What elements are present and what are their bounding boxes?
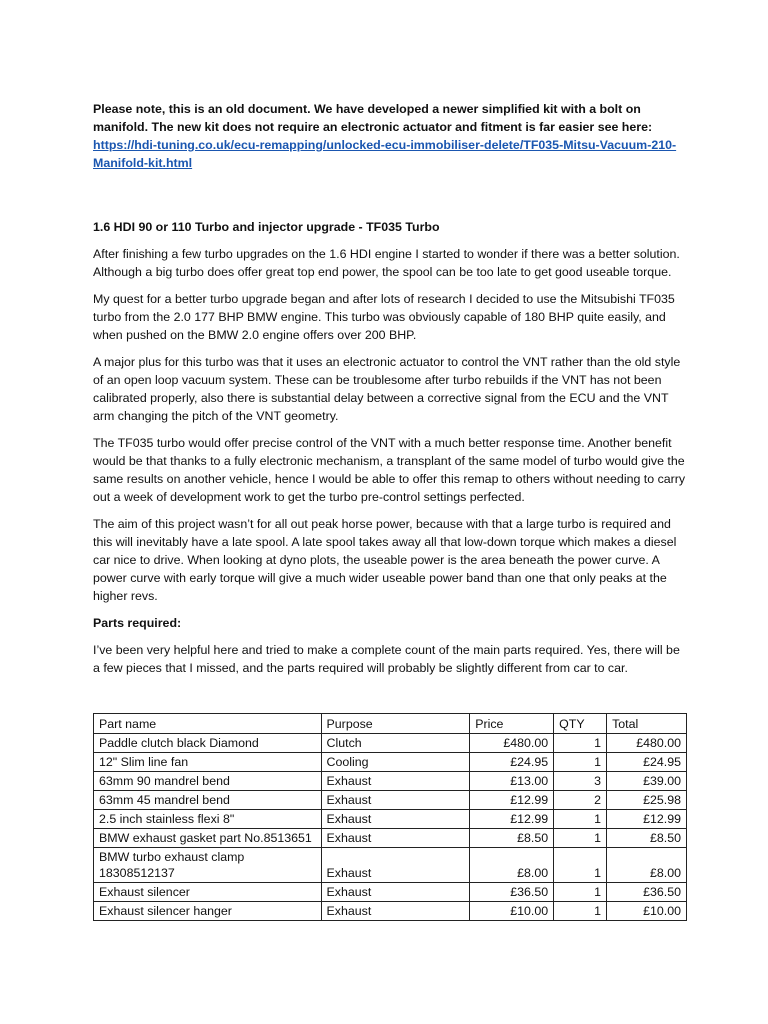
table-row	[94, 829, 687, 848]
cell-total: £8.00	[607, 848, 687, 883]
cell-part-name: BMW exhaust gasket part No.8513651	[94, 829, 322, 848]
cell-part-name: Exhaust silencer	[94, 883, 322, 902]
paragraph-actuator: A major plus for this turbo was that it uses an electronic actuator to control the VNT rather than the old style of an open loop vacuum system. These can be troublesome after turbo rebuilds if the VNT has not been calibrated properly, also there is substantial delay between a corrective signal from the ECU and the VNT arm changing the pitch of the VNT geometry.	[93, 355, 681, 423]
document-page	[93, 100, 688, 677]
header-purpose: Purpose	[321, 714, 470, 734]
table-row	[94, 734, 687, 753]
cell-total: £24.95	[607, 753, 687, 772]
cell-purpose: Exhaust	[321, 791, 470, 810]
table-row	[94, 791, 687, 810]
cell-purpose: Cooling	[321, 753, 470, 772]
table-row	[94, 810, 687, 829]
cell-part-name: Paddle clutch black Diamond	[94, 734, 322, 753]
parts-intro: I’ve been very helpful here and tried to make a complete count of the main parts required. Yes, there will be a few pieces that I missed, and the parts required will probably be slightly different from car to car.	[93, 643, 680, 675]
header-price: Price	[470, 714, 554, 734]
table-row	[94, 902, 687, 921]
paragraph-intro: After finishing a few turbo upgrades on the 1.6 HDI engine I started to wonder if there was a better solution. Although a big turbo does offer great top end power, the spool can be too late to get good useable torque.	[93, 247, 680, 279]
table-row	[94, 772, 687, 791]
header-part-name: Part name	[94, 714, 322, 734]
cell-qty: 1	[554, 902, 607, 921]
notice-text: Please note, this is an old document. We have developed a newer simplified kit with a bolt on manifold. The new kit does not require an electronic actuator and fitment is far easier see here:	[93, 102, 653, 134]
cell-qty: 1	[554, 810, 607, 829]
cell-total: £39.00	[607, 772, 687, 791]
cell-part-name: 12" Slim line fan	[94, 753, 322, 772]
cell-total: £25.98	[607, 791, 687, 810]
cell-price: £10.00	[470, 902, 554, 921]
cell-part-name: 63mm 90 mandrel bend	[94, 772, 322, 791]
cell-purpose: Exhaust	[321, 848, 470, 883]
old-document-notice	[93, 100, 688, 172]
cell-qty: 1	[554, 734, 607, 753]
new-kit-link[interactable]: https://hdi-tuning.co.uk/ecu-remapping/unlocked-ecu-immobiliser-delete/TF035-Mitsu-Vacuum-210-Manifold-kit.html	[93, 138, 677, 170]
cell-part-name: BMW turbo exhaust clamp 18308512137	[94, 848, 322, 883]
cell-purpose: Exhaust	[321, 902, 470, 921]
cell-total: £480.00	[607, 734, 687, 753]
paragraph-vnt-control: The TF035 turbo would offer precise control of the VNT with a much better response time. Another benefit would be that thanks to a fully electronic mechanism, a transplant of the same model of turbo would give the same results on another vehicle, hence I would be able to offer this remap to others without needing to carry out a week of development work to get the turbo pre-control settings perfected.	[93, 436, 686, 504]
cell-price: £24.95	[470, 753, 554, 772]
cell-qty: 3	[554, 772, 607, 791]
cell-purpose: Clutch	[321, 734, 470, 753]
cell-price: £36.50	[470, 883, 554, 902]
cell-purpose: Exhaust	[321, 810, 470, 829]
cell-total: £12.99	[607, 810, 687, 829]
table-header-row	[94, 714, 687, 734]
parts-table-body	[94, 734, 687, 921]
paragraph-project-aim: The aim of this project wasn’t for all out peak horse power, because with that a large turbo is required and this will inevitably have a late spool. A late spool takes away all that low-down torque which makes a diesel car nice to drive. When looking at dyno plots, the useable power is the area beneath the power curve. A power curve with early torque will give a much wider useable power band than one that only peaks at the higher revs.	[93, 517, 677, 603]
cell-qty: 2	[554, 791, 607, 810]
cell-part-name: Exhaust silencer hanger	[94, 902, 322, 921]
cell-part-name: 2.5 inch stainless flexi 8"	[94, 810, 322, 829]
cell-qty: 1	[554, 753, 607, 772]
paragraph-quest: My quest for a better turbo upgrade began and after lots of research I decided to use the Mitsubishi TF035 turbo from the 2.0 177 BHP BMW engine. This turbo was obviously capable of 180 BHP quite easily, and when pushed on the BMW 2.0 engine offers over 200 BHP.	[93, 292, 675, 342]
document-heading: 1.6 HDI 90 or 110 Turbo and injector upgrade - TF035 Turbo	[93, 220, 440, 234]
cell-purpose: Exhaust	[321, 829, 470, 848]
table-row	[94, 883, 687, 902]
cell-purpose: Exhaust	[321, 772, 470, 791]
header-qty: QTY	[554, 714, 607, 734]
cell-total: £8.50	[607, 829, 687, 848]
cell-qty: 1	[554, 883, 607, 902]
cell-qty: 1	[554, 829, 607, 848]
cell-part-name: 63mm 45 mandrel bend	[94, 791, 322, 810]
cell-purpose: Exhaust	[321, 883, 470, 902]
cell-price: £13.00	[470, 772, 554, 791]
cell-price: £8.00	[470, 848, 554, 883]
table-row	[94, 848, 687, 883]
cell-price: £8.50	[470, 829, 554, 848]
cell-price: £12.99	[470, 810, 554, 829]
cell-total: £36.50	[607, 883, 687, 902]
parts-required-label: Parts required:	[93, 616, 182, 630]
parts-table	[93, 713, 687, 921]
cell-total: £10.00	[607, 902, 687, 921]
table-row	[94, 753, 687, 772]
header-total: Total	[607, 714, 687, 734]
cell-price: £480.00	[470, 734, 554, 753]
cell-qty: 1	[554, 848, 607, 883]
cell-price: £12.99	[470, 791, 554, 810]
